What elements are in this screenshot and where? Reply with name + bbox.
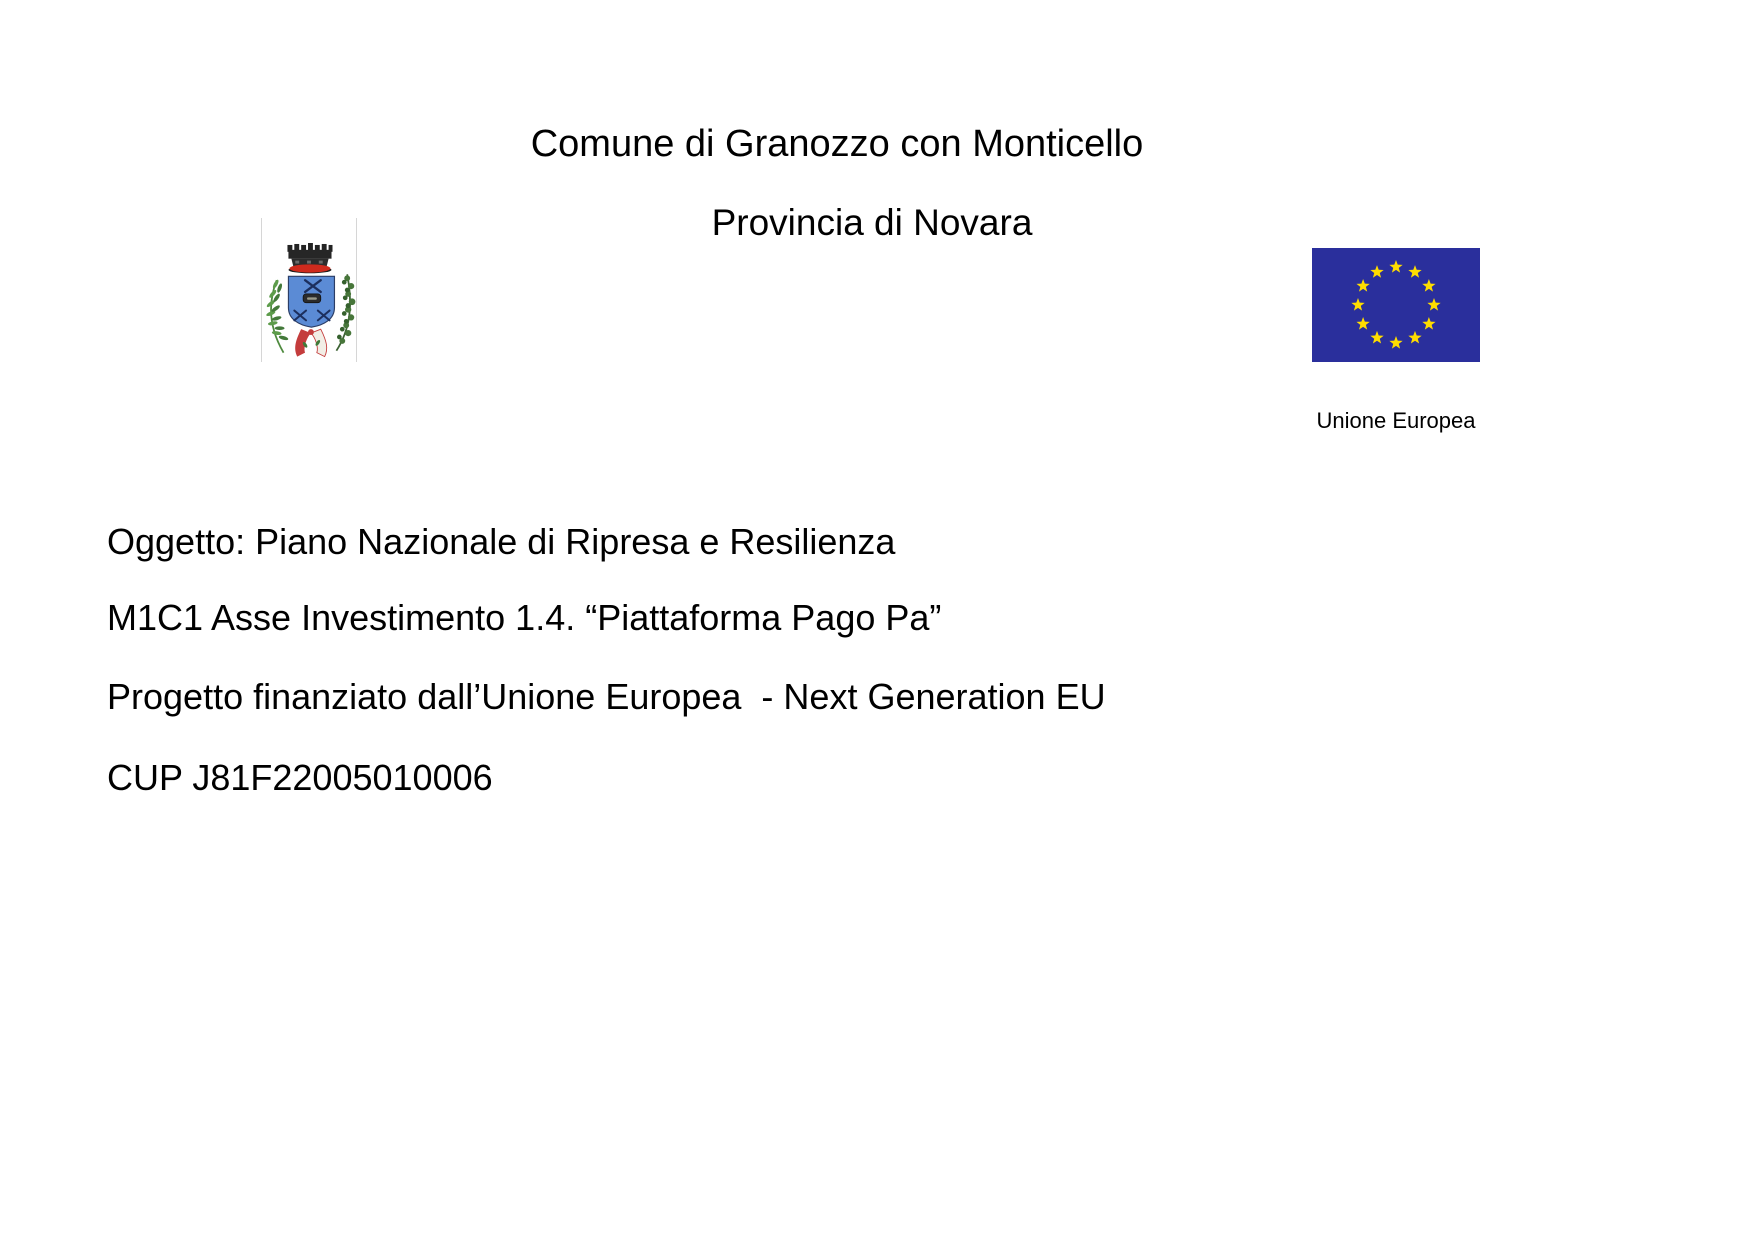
mural-crown	[287, 243, 332, 273]
page-subtitle: Provincia di Novara	[711, 202, 1033, 243]
oak-branch	[336, 274, 355, 350]
body-line-cup: CUP J81F22005010006	[107, 757, 493, 798]
coat-of-arms-icon	[262, 218, 356, 362]
eu-flag-image	[1312, 248, 1480, 362]
coat-of-arms-image	[261, 218, 357, 362]
body-line-progetto: Progetto finanziato dall’Unione Europea - Next Generation EU	[107, 676, 1106, 717]
shield	[288, 276, 334, 327]
body-line-oggetto: Oggetto: Piano Nazionale di Ripresa e Resilienza	[107, 521, 896, 562]
body-line-m1c1: M1C1 Asse Investimento 1.4. “Piattaforma Pago Pa”	[107, 597, 942, 638]
page-title: Comune di Granozzo con Monticello	[530, 123, 1144, 165]
ribbon	[295, 329, 326, 356]
eu-flag-icon	[1312, 248, 1480, 362]
eu-flag-caption: Unione Europea	[1316, 408, 1476, 433]
laurel-branch	[266, 279, 289, 353]
